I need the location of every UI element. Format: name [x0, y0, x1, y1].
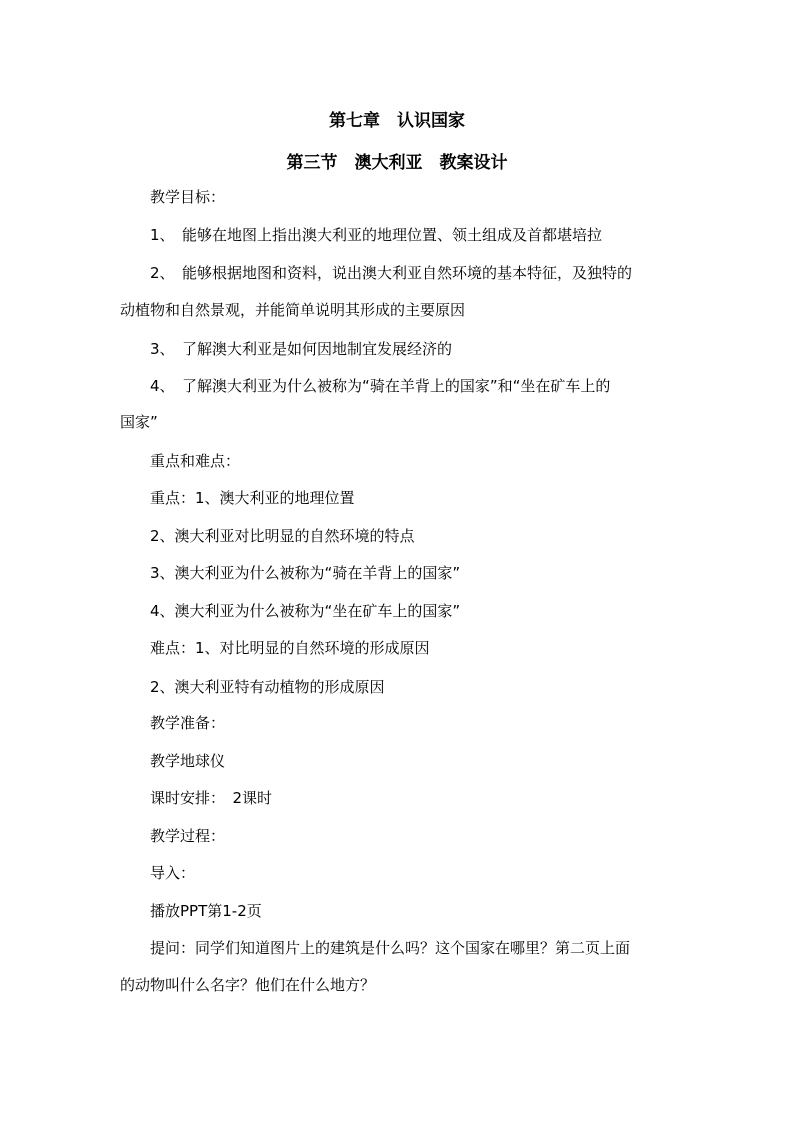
paragraph-line: 难点：1、对比明显的自然环境的形成原因: [150, 639, 430, 657]
paragraph-line: 教学准备：: [150, 714, 226, 732]
paragraph-line: 国家”: [120, 413, 158, 431]
paragraph-line: 3、澳大利亚为什么被称为“骑在羊背上的国家”: [150, 564, 461, 582]
section-title: 第三节 澳大利亚 教案设计: [286, 153, 508, 173]
paragraph-line: 提问：同学们知道图片上的建筑是什么吗？这个国家在哪里？第二页上面: [150, 939, 631, 957]
paragraph-line: 1、 能够在地图上指出澳大利亚的地理位置、领土组成及首都堪培拉: [150, 226, 603, 244]
paragraph-line: 教学目标：: [150, 188, 226, 206]
paragraph-line: 4、 了解澳大利亚为什么被称为“骑在羊背上的国家”和“坐在矿车上的: [150, 377, 611, 395]
paragraph-line: 3、 了解澳大利亚是如何因地制宜发展经济的: [150, 340, 453, 358]
paragraph-line: 2、澳大利亚特有动植物的形成原因: [150, 678, 385, 696]
paragraph-line: 教学过程：: [150, 827, 226, 845]
paragraph-line: 导入：: [150, 864, 196, 882]
paragraph-line: 2、 能够根据地图和资料，说出澳大利亚自然环境的基本特征，及独特的: [150, 264, 633, 282]
paragraph-line: 课时安排： 2课时: [150, 789, 273, 807]
paragraph-line: 动植物和自然景观，并能简单说明其形成的主要原因: [120, 301, 466, 319]
paragraph-line: 重点和难点：: [150, 452, 241, 470]
paragraph-line: 播放PPT第1-2页: [150, 902, 262, 920]
paragraph-line: 重点：1、澳大利亚的地理位置: [150, 489, 355, 507]
paragraph-line: 的动物叫什么名字？他们在什么地方？: [120, 976, 376, 994]
chapter-title: 第七章 认识国家: [329, 111, 465, 131]
paragraph-line: 4、澳大利亚为什么被称为“坐在矿车上的国家”: [150, 602, 461, 620]
paragraph-line: 教学地球仪: [150, 752, 226, 770]
paragraph-line: 2、澳大利亚对比明显的自然环境的特点: [150, 527, 415, 545]
